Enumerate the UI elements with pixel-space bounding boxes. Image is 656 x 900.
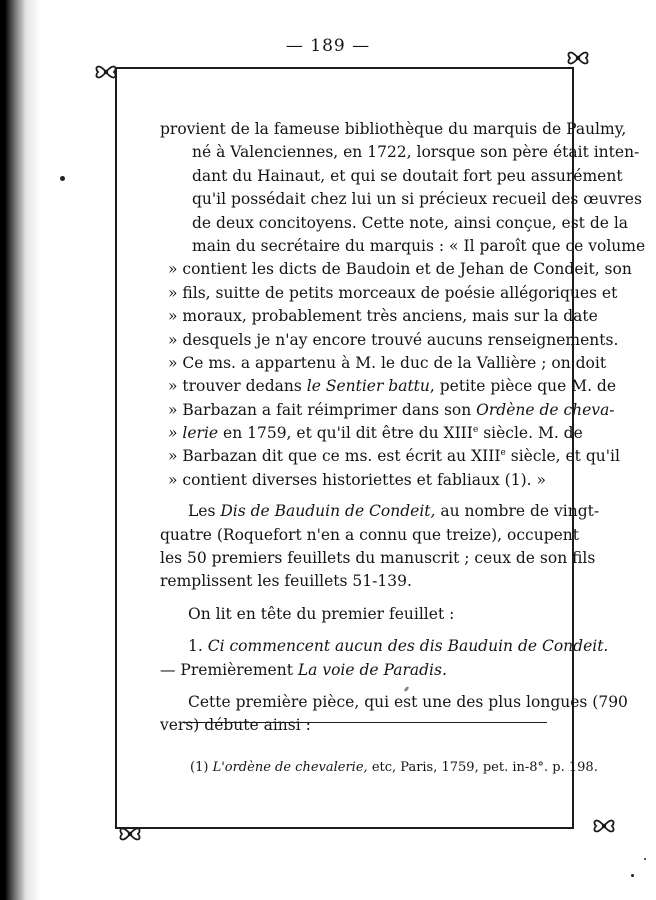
text-segment: en 1759, et qu'il dit être du XIII [223, 424, 473, 443]
text-segment: 1. [188, 637, 203, 656]
text-segment: » Barbazan a fait réimprimer dans son [168, 400, 472, 419]
text-line: né à Valenciennes, en 1722, lorsque son père était inten- [192, 143, 640, 162]
text-segment: , petite pièce que M. de [429, 377, 617, 396]
italic-title: » lerie [168, 424, 219, 443]
text-segment: siècle. M. de [483, 424, 583, 443]
text-line [160, 635, 609, 658]
paragraph-gap [160, 594, 552, 603]
ink-speck [644, 858, 646, 860]
text-line [160, 422, 583, 445]
paragraph-gap [160, 626, 552, 635]
scan-edge-shadow [0, 0, 40, 900]
text-line: On lit en tête du premier feuillet : [188, 604, 455, 623]
text-line: » contient diverses historiettes et fabliaux (1). » [168, 470, 546, 489]
paragraph-gap [160, 492, 552, 500]
text-line: de deux concitoyens. Cette note, ainsi conçue, est de la [192, 213, 629, 232]
text-line: » desquels je n'ay encore trouvé aucuns renseignements. [168, 330, 619, 349]
text-line [160, 500, 600, 523]
superscript: e [500, 448, 506, 459]
text-line: qu'il possédait chez lui un si précieux recueil des œuvres [192, 190, 642, 209]
ink-speck [631, 874, 634, 877]
text-line: quatre (Roquefort n'en a connu que treize), occupent [160, 525, 580, 544]
text-line: » contient les dicts de Baudoin et de Jehan de Condeit, son [168, 260, 632, 279]
footnote-mark: (1) [190, 760, 209, 775]
text-line: main du secrétaire du marquis : « Il paroît que ce volume [192, 236, 646, 255]
text-line: remplissent les feuillets 51-139. [160, 572, 412, 591]
text-segment: » Barbazan dit que ce ms. est écrit au XIII [168, 447, 501, 466]
text-line: vers) débute ainsi : [160, 716, 311, 735]
text-line: provient de la fameuse bibliothèque du marquis de Paulmy, [160, 120, 627, 138]
italic-title: Ci commencent aucun des dis Bauduin de Condeit. [207, 637, 609, 656]
text-line [160, 445, 620, 468]
text-line: les 50 premiers feuillets du manuscrit ; ceux de son fils [160, 549, 596, 568]
corner-ornament-top-left-icon [92, 58, 120, 86]
footnote [190, 760, 598, 775]
page-number: — 189 — [285, 36, 371, 56]
corner-ornament-bottom-left-icon [116, 820, 144, 848]
text-line: » moraux, probablement très anciens, mais sur la date [168, 307, 598, 326]
italic-title: Ordène de cheva- [476, 400, 615, 419]
italic-title: La voie de Paradis. [297, 660, 447, 679]
footnote-title: L'ordène de chevalerie, [212, 760, 368, 775]
text-segment: » trouver dedans [168, 377, 302, 396]
text-line: Cette première pièce, qui est une des plus longues (790 [188, 692, 628, 711]
superscript: e [472, 425, 479, 436]
corner-ornament-bottom-right-icon [590, 812, 618, 840]
text-line [160, 375, 617, 398]
paragraph-gap [160, 682, 552, 691]
text-line: » fils, suitte de petits morceaux de poésie allégoriques et [168, 283, 618, 302]
text-line: dant du Hainaut, et qui se doutait fort peu assurément [192, 166, 623, 185]
body-text [160, 118, 646, 738]
text-segment: — Premièrement [160, 660, 293, 679]
text-segment: Les [188, 502, 216, 521]
text-line [160, 399, 615, 422]
text-segment: siècle, et qu'il [510, 447, 620, 466]
text-segment: au nombre de vingt- [440, 502, 600, 521]
corner-ornament-top-right-icon [564, 44, 592, 72]
ink-speck [60, 176, 65, 181]
footnote-rule [183, 722, 547, 723]
italic-title: Dis de Bauduin de Condeit, [220, 502, 436, 521]
text-line: » Ce ms. a appartenu à M. le duc de la Vallière ; on doit [168, 353, 607, 372]
italic-title: le Sentier battu [306, 377, 430, 396]
text-line [160, 659, 552, 682]
footnote-text: etc, Paris, 1759, pet. in-8°. p. 198. [371, 760, 598, 775]
